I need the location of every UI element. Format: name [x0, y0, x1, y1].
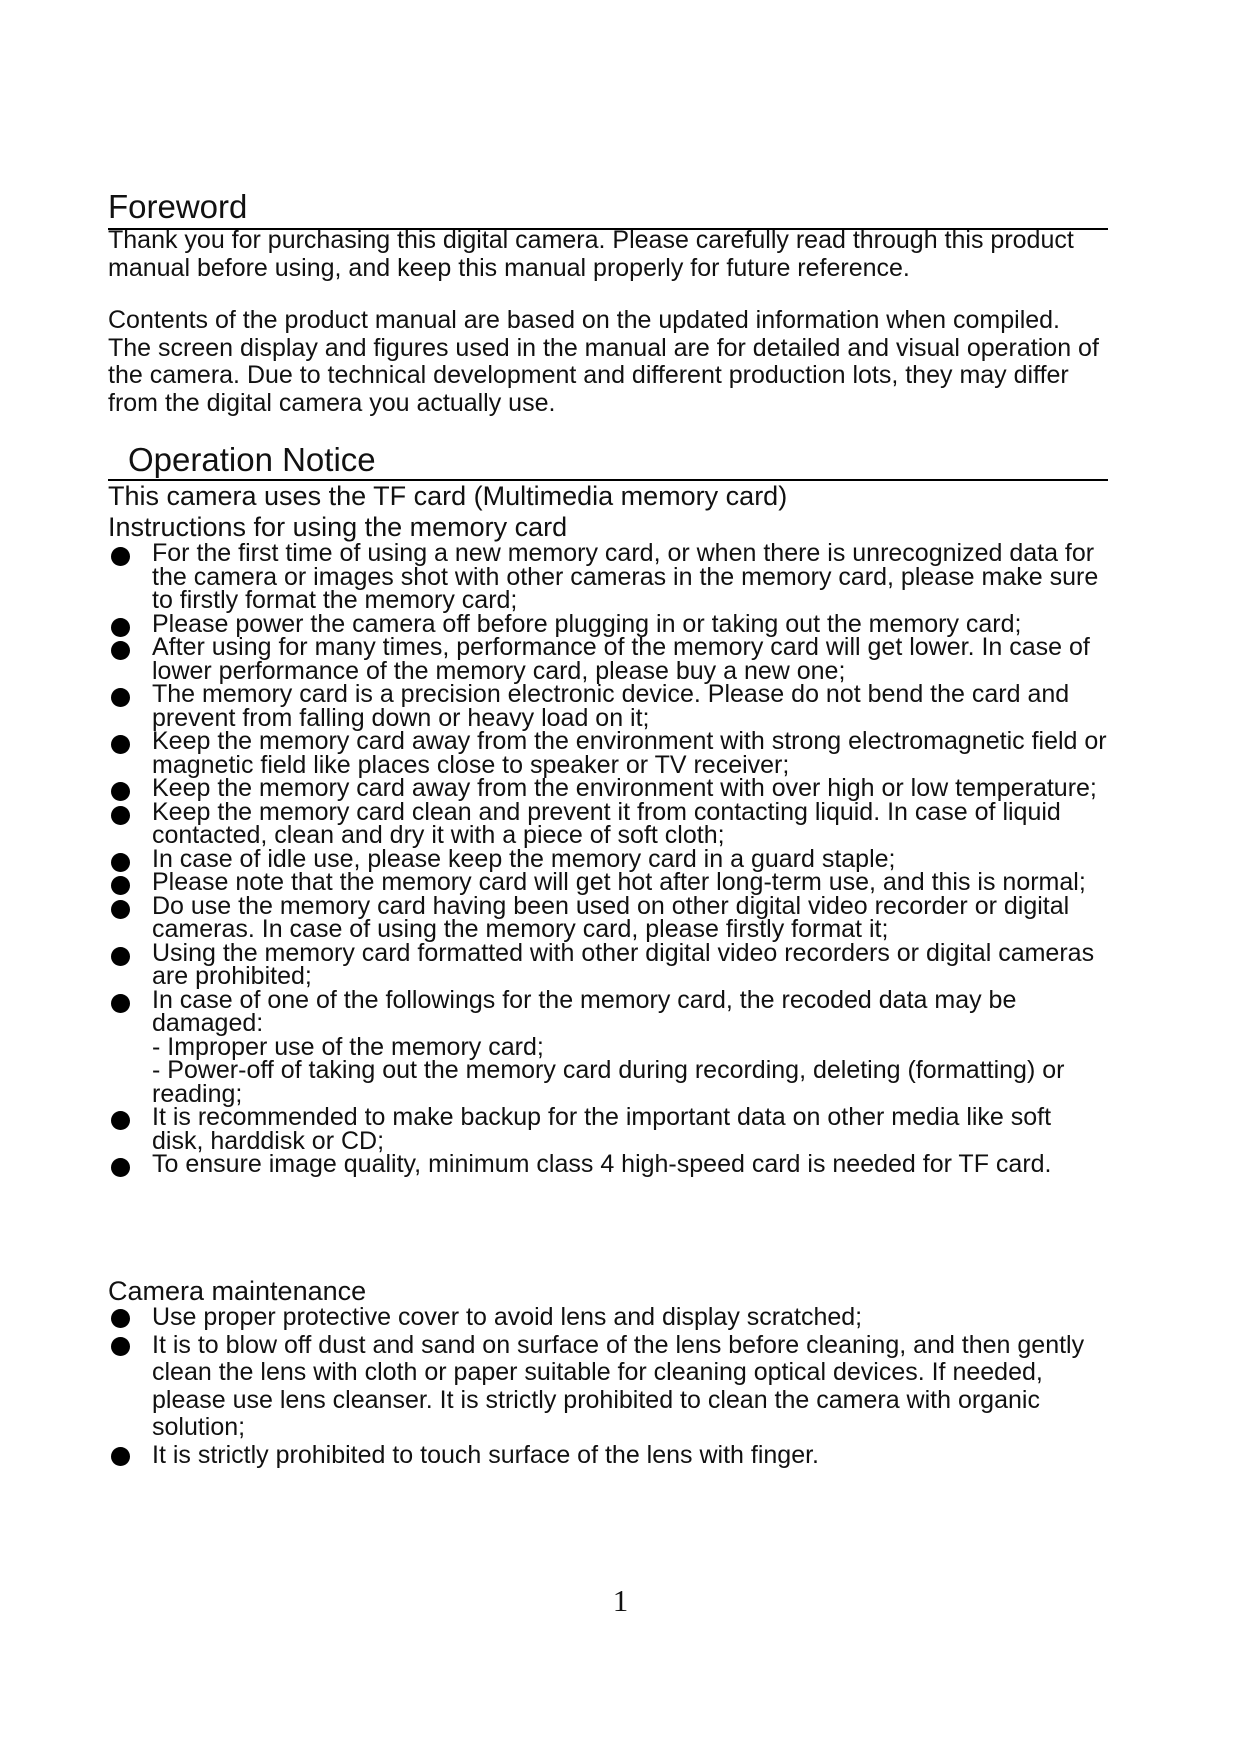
list-item: Keep the memory card away from the environment with over high or low temperature;: [108, 777, 1108, 801]
list-item: For the first time of using a new memory card, or when there is unrecognized data for the camera or images shot with other cameras in the memory card, please make sure to firstly format the memory card;: [108, 542, 1108, 613]
bullet-icon: [111, 947, 130, 966]
list-item: Please power the camera off before plugging in or taking out the memory card;: [108, 613, 1108, 637]
bullet-icon: [111, 853, 130, 872]
list-item: In case of idle use, please keep the memory card in a guard staple;: [108, 848, 1108, 872]
bullet-icon: [111, 900, 130, 919]
bullet-icon: [111, 1158, 130, 1177]
operation-notice-title: Operation Notice: [128, 441, 376, 478]
damage-subitem: - Improper use of the memory card;: [152, 1032, 544, 1061]
bullet-icon: [111, 641, 130, 660]
list-item: In case of one of the followings for the memory card, the recoded data may be damaged: - Improper use of the memory card; - Power-off of taking out the memory card during recording, deleting (formatting) or reading;: [108, 989, 1108, 1107]
list-item: Use proper protective cover to avoid lens and display scratched;: [108, 1304, 1108, 1332]
memory-card-list: [108, 539, 1108, 1178]
camera-maintenance-heading: Camera maintenance: [108, 1276, 367, 1306]
list-item: Using the memory card formatted with other digital video recorders or digital cameras are prohibited;: [108, 942, 1108, 989]
list-item: Keep the memory card away from the environment with strong electromagnetic field or magnetic field like places close to speaker or TV receiver;: [108, 730, 1108, 777]
list-item: It is to blow off dust and sand on surface of the lens before cleaning, and then gently clean the lens with cloth or paper suitable for cleaning optical devices. If needed, please use lens cleanser. It is strictly prohibited to clean the camera with organic solution;: [108, 1332, 1108, 1442]
page-number: 1: [612, 1583, 629, 1618]
bullet-icon: [111, 1111, 130, 1130]
list-item: Keep the memory card clean and prevent it from contacting liquid. In case of liquid contacted, clean and dry it with a piece of soft cloth;: [108, 801, 1108, 848]
foreword-title: Foreword: [108, 188, 248, 225]
bullet-icon: [111, 735, 130, 754]
bullet-icon: [111, 994, 130, 1013]
bullet-icon: [111, 1309, 130, 1328]
memory-card-heading: Instructions for using the memory card: [108, 512, 568, 542]
list-item: To ensure image quality, minimum class 4 high-speed card is needed for TF card.: [108, 1153, 1108, 1177]
bullet-icon: [111, 688, 130, 707]
bullet-icon: [111, 547, 130, 566]
tf-card-intro: This camera uses the TF card (Multimedia memory card): [108, 481, 788, 511]
bullet-icon: [111, 782, 130, 801]
list-item: After using for many times, performance of the memory card will get lower. In case of lower performance of the memory card, please buy a new one;: [108, 636, 1108, 683]
damage-subitem: - Power-off of taking out the memory card during recording, deleting (formatting) or reading;: [152, 1056, 1065, 1108]
bullet-icon: [111, 806, 130, 825]
foreword-paragraph-2: Contents of the product manual are based on the updated information when compiled. The screen display and figures used in the manual are for detailed and visual operation of the camera. Due to technical development and different production lots, they may differ from the digital camera you actually use.: [108, 306, 1099, 417]
foreword-paragraph-1: Thank you for purchasing this digital camera. Please carefully read through this product manual before using, and keep this manual properly for future reference.: [108, 226, 1074, 282]
bullet-icon: [111, 618, 130, 637]
maintenance-list: [108, 1304, 1108, 1469]
list-item: It is recommended to make backup for the important data on other media like soft disk, harddisk or CD;: [108, 1106, 1108, 1153]
bullet-icon: [111, 876, 130, 895]
bullet-icon: [111, 1337, 130, 1356]
list-item: Do use the memory card having been used on other digital video recorder or digital cameras. In case of using the memory card, please firstly format it;: [108, 895, 1108, 942]
bullet-icon: [111, 1447, 130, 1466]
list-item: Please note that the memory card will get hot after long-term use, and this is normal;: [108, 871, 1108, 895]
list-item: It is strictly prohibited to touch surface of the lens with finger.: [108, 1442, 1108, 1470]
list-item: The memory card is a precision electronic device. Please do not bend the card and prevent from falling down or heavy load on it;: [108, 683, 1108, 730]
